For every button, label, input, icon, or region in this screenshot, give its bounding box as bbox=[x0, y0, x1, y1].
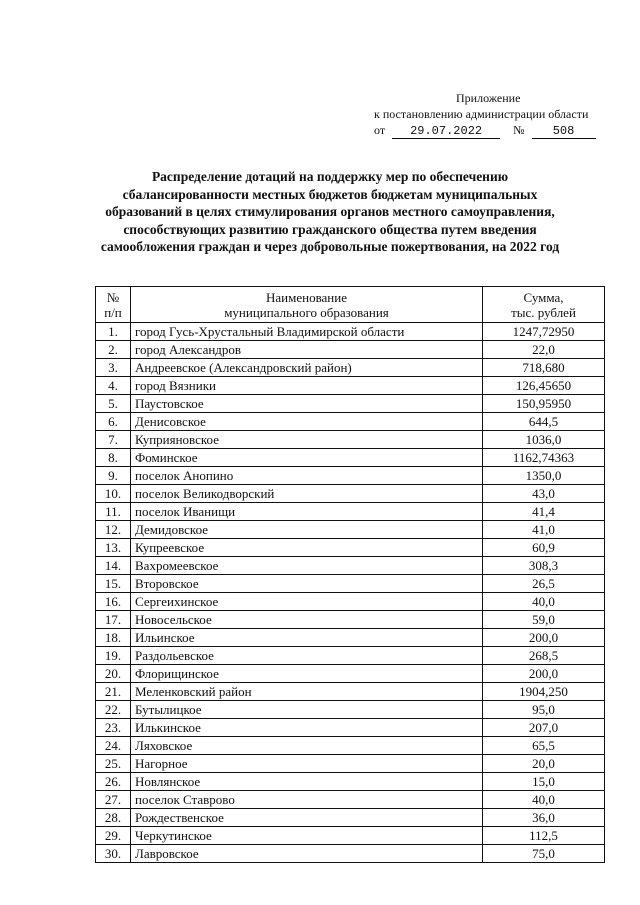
row-sum: 126,45650 bbox=[483, 377, 605, 395]
row-name: Бутылицкое bbox=[131, 701, 483, 719]
row-name: город Вязники bbox=[131, 377, 483, 395]
row-name: Демидовское bbox=[131, 521, 483, 539]
row-sum: 95,0 bbox=[483, 701, 605, 719]
table-row bbox=[96, 593, 605, 611]
row-sum: 59,0 bbox=[483, 611, 605, 629]
row-name: Меленковский район bbox=[131, 683, 483, 701]
row-number: 10. bbox=[96, 485, 131, 503]
row-number: 16. bbox=[96, 593, 131, 611]
table-row bbox=[96, 773, 605, 791]
header-name-line: Наименование bbox=[266, 289, 347, 305]
row-sum: 112,5 bbox=[483, 827, 605, 845]
row-number: 27. bbox=[96, 791, 131, 809]
title-line: образований в целях стимулирования органов местного самоуправления, bbox=[105, 204, 555, 219]
row-name: Ляховское bbox=[131, 737, 483, 755]
resolution-number: 508 bbox=[532, 125, 596, 139]
row-name: Рождественское bbox=[131, 809, 483, 827]
row-sum: 150,95950 bbox=[483, 395, 605, 413]
row-name: Черкутинское bbox=[131, 827, 483, 845]
row-name: Паустовское bbox=[131, 395, 483, 413]
table-row bbox=[96, 611, 605, 629]
row-number: 23. bbox=[96, 719, 131, 737]
row-number: 9. bbox=[96, 467, 131, 485]
header-name-line: муниципального образования bbox=[224, 304, 389, 320]
row-number: 13. bbox=[96, 539, 131, 557]
row-name: Сергеихинское bbox=[131, 593, 483, 611]
row-number: 4. bbox=[96, 377, 131, 395]
title-line: Распределение дотаций на поддержку мер по обеспечению bbox=[151, 169, 509, 184]
row-number: 7. bbox=[96, 431, 131, 449]
header-number-line: п/п bbox=[104, 304, 122, 320]
row-sum: 41,0 bbox=[483, 521, 605, 539]
row-sum: 200,0 bbox=[483, 629, 605, 647]
row-name: Новлянское bbox=[131, 773, 483, 791]
table-row bbox=[96, 359, 605, 377]
row-number: 25. bbox=[96, 755, 131, 773]
table-row bbox=[96, 701, 605, 719]
row-name: Денисовское bbox=[131, 413, 483, 431]
row-sum: 75,0 bbox=[483, 845, 605, 863]
row-name: поселок Анопино bbox=[131, 467, 483, 485]
row-sum: 36,0 bbox=[483, 809, 605, 827]
table-row bbox=[96, 629, 605, 647]
table-row bbox=[96, 827, 605, 845]
appendix-label: Приложение bbox=[456, 91, 521, 105]
row-sum: 15,0 bbox=[483, 773, 605, 791]
header-number bbox=[96, 287, 131, 323]
resolution-date: 29.07.2022 bbox=[392, 125, 500, 139]
row-name: Второвское bbox=[131, 575, 483, 593]
row-sum: 308,3 bbox=[483, 557, 605, 575]
table-row bbox=[96, 719, 605, 737]
row-name: город Гусь-Хрустальный Владимирской области bbox=[131, 323, 483, 341]
title-line: самообложения граждан и через добровольные пожертвования, на 2022 год bbox=[100, 239, 560, 254]
row-name: Илькинское bbox=[131, 719, 483, 737]
table-row bbox=[96, 665, 605, 683]
title-line: сбалансированности местных бюджетов бюджетам муниципальных bbox=[122, 186, 538, 202]
table-row bbox=[96, 737, 605, 755]
from-label: от bbox=[374, 123, 386, 137]
row-number: 1. bbox=[96, 323, 131, 341]
header-sum-line: Сумма, bbox=[523, 289, 564, 305]
row-sum: 40,0 bbox=[483, 791, 605, 809]
row-name: Ильинское bbox=[131, 629, 483, 647]
row-number: 18. bbox=[96, 629, 131, 647]
table-row bbox=[96, 755, 605, 773]
row-name: город Александров bbox=[131, 341, 483, 359]
row-sum: 43,0 bbox=[483, 485, 605, 503]
row-sum: 268,5 bbox=[483, 647, 605, 665]
header-number-line: № bbox=[106, 289, 120, 305]
row-number: 22. bbox=[96, 701, 131, 719]
table-row bbox=[96, 809, 605, 827]
table-row bbox=[96, 377, 605, 395]
title-line: способствующих развитию гражданского общества путем введения bbox=[123, 221, 537, 237]
row-name: Новосельское bbox=[131, 611, 483, 629]
table-row bbox=[96, 791, 605, 809]
table-row bbox=[96, 449, 605, 467]
distribution-table bbox=[95, 286, 605, 863]
row-sum: 1247,72950 bbox=[483, 323, 605, 341]
table-row bbox=[96, 395, 605, 413]
row-number: 17. bbox=[96, 611, 131, 629]
row-number: 24. bbox=[96, 737, 131, 755]
row-name: Купреевское bbox=[131, 539, 483, 557]
appendix-block bbox=[360, 90, 610, 139]
row-name: Фоминское bbox=[131, 449, 483, 467]
header-name bbox=[131, 287, 483, 323]
row-sum: 1162,74363 bbox=[483, 449, 605, 467]
row-name: Куприяновское bbox=[131, 431, 483, 449]
row-sum: 60,9 bbox=[483, 539, 605, 557]
number-label: № bbox=[513, 123, 525, 137]
row-number: 3. bbox=[96, 359, 131, 377]
row-name: Раздольевское bbox=[131, 647, 483, 665]
row-number: 29. bbox=[96, 827, 131, 845]
table-row bbox=[96, 539, 605, 557]
table-row bbox=[96, 575, 605, 593]
row-sum: 1036,0 bbox=[483, 431, 605, 449]
table-header-row bbox=[96, 287, 605, 323]
row-number: 20. bbox=[96, 665, 131, 683]
row-number: 21. bbox=[96, 683, 131, 701]
row-number: 19. bbox=[96, 647, 131, 665]
row-number: 12. bbox=[96, 521, 131, 539]
row-number: 26. bbox=[96, 773, 131, 791]
document-title bbox=[30, 168, 630, 256]
table-row bbox=[96, 683, 605, 701]
header-sum bbox=[483, 287, 605, 323]
row-sum: 26,5 bbox=[483, 575, 605, 593]
row-sum: 40,0 bbox=[483, 593, 605, 611]
row-number: 11. bbox=[96, 503, 131, 521]
row-name: Флорищинское bbox=[131, 665, 483, 683]
table-row bbox=[96, 647, 605, 665]
row-number: 14. bbox=[96, 557, 131, 575]
row-sum: 65,5 bbox=[483, 737, 605, 755]
row-sum: 41,4 bbox=[483, 503, 605, 521]
row-name: Вахромеевское bbox=[131, 557, 483, 575]
table-row bbox=[96, 467, 605, 485]
row-number: 30. bbox=[96, 845, 131, 863]
row-name: поселок Ставрово bbox=[131, 791, 483, 809]
table-row bbox=[96, 341, 605, 359]
row-sum: 718,680 bbox=[483, 359, 605, 377]
row-sum: 207,0 bbox=[483, 719, 605, 737]
row-number: 8. bbox=[96, 449, 131, 467]
appendix-date-number bbox=[360, 122, 610, 139]
row-sum: 1904,250 bbox=[483, 683, 605, 701]
row-sum: 1350,0 bbox=[483, 467, 605, 485]
row-number: 6. bbox=[96, 413, 131, 431]
row-number: 15. bbox=[96, 575, 131, 593]
row-number: 5. bbox=[96, 395, 131, 413]
row-name: поселок Иванищи bbox=[131, 503, 483, 521]
row-name: Нагорное bbox=[131, 755, 483, 773]
table-row bbox=[96, 557, 605, 575]
header-sum-line: тыс. рублей bbox=[511, 304, 576, 320]
table-row bbox=[96, 431, 605, 449]
row-sum: 20,0 bbox=[483, 755, 605, 773]
table-row bbox=[96, 485, 605, 503]
row-name: Лавровское bbox=[131, 845, 483, 863]
row-sum: 22,0 bbox=[483, 341, 605, 359]
row-sum: 644,5 bbox=[483, 413, 605, 431]
row-name: Андреевское (Александровский район) bbox=[131, 359, 483, 377]
appendix-reference: к постановлению администрации области bbox=[374, 107, 589, 121]
table-row bbox=[96, 503, 605, 521]
row-sum: 200,0 bbox=[483, 665, 605, 683]
table-row bbox=[96, 413, 605, 431]
table-row bbox=[96, 521, 605, 539]
row-name: поселок Великодворский bbox=[131, 485, 483, 503]
row-number: 2. bbox=[96, 341, 131, 359]
table-row bbox=[96, 845, 605, 863]
row-number: 28. bbox=[96, 809, 131, 827]
table-row bbox=[96, 323, 605, 341]
